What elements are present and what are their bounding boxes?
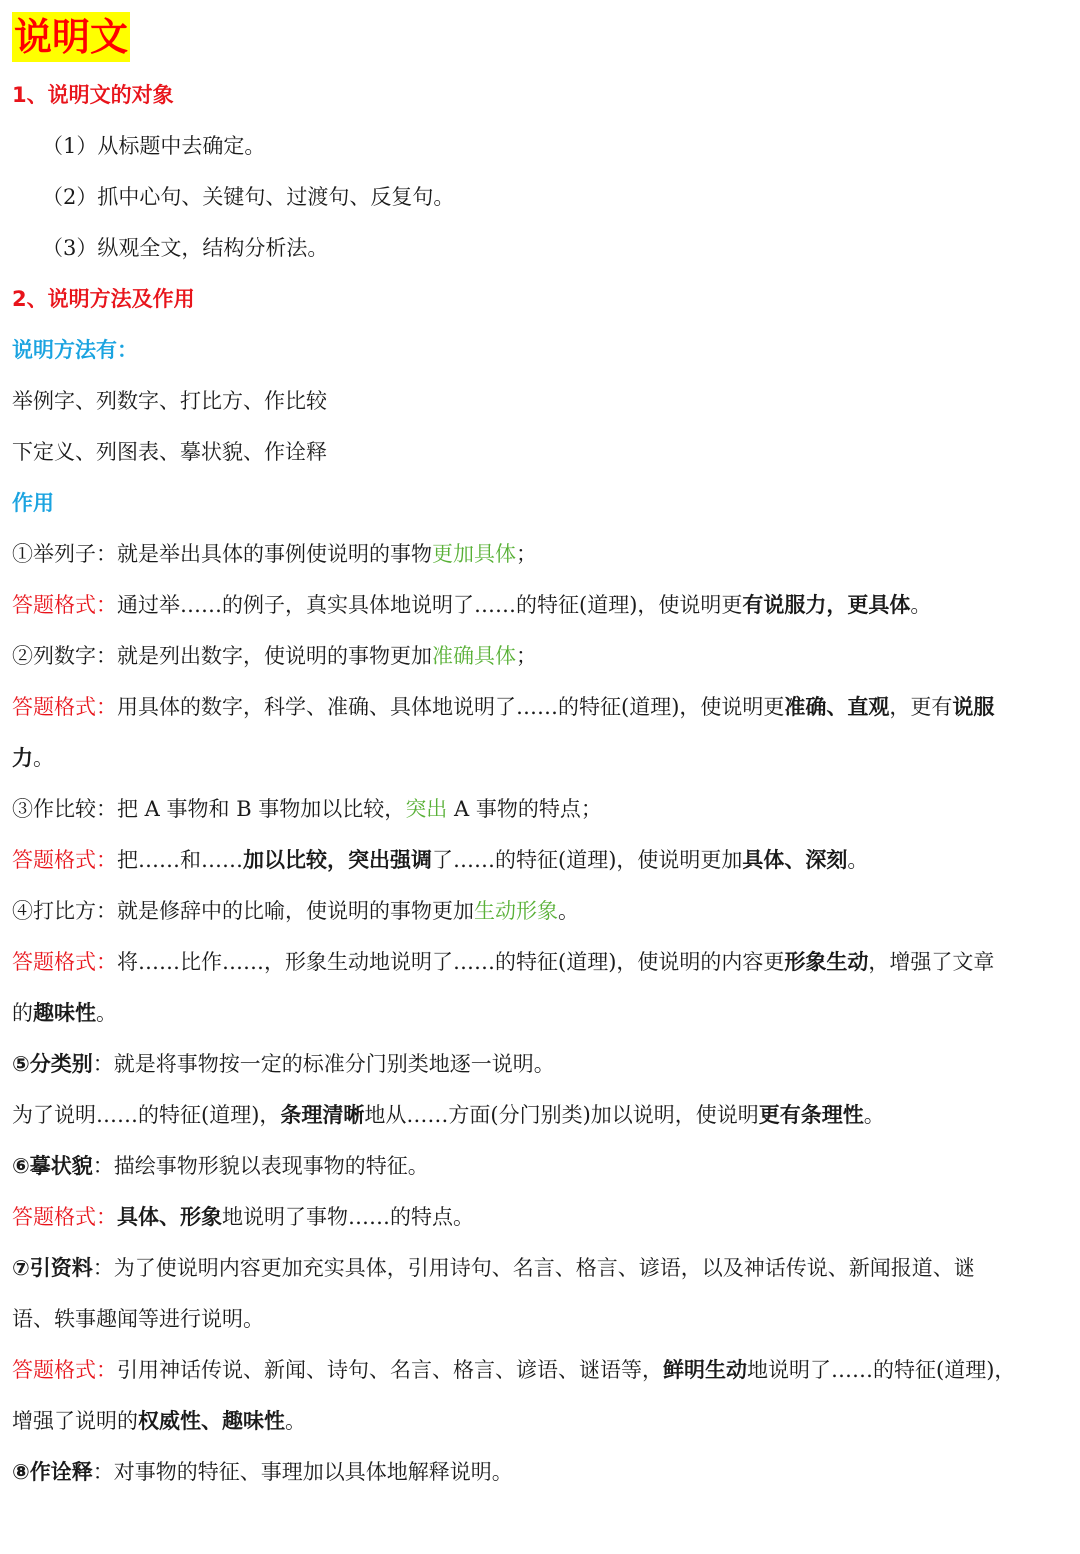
method-8-description bbox=[12, 1447, 1062, 1498]
method-2-format-bold-2: 说服 bbox=[952, 695, 995, 719]
method-6-format-text: 地说明了事物……的特点。 bbox=[222, 1205, 474, 1229]
method-3-end: A 事物的特点； bbox=[447, 797, 602, 821]
method-4-description bbox=[12, 886, 1062, 937]
method-1-highlight: 更加具体 bbox=[432, 542, 516, 566]
method-1-format-bold-1: 有说服力 bbox=[742, 593, 827, 617]
methods-heading: 说明方法有： bbox=[12, 338, 138, 362]
method-5-format-text: 为了说明……的特征(道理)， bbox=[12, 1103, 281, 1127]
method-7-format-cont: 增强了说明的 bbox=[12, 1409, 138, 1433]
method-1-description bbox=[12, 529, 1062, 580]
method-7-description bbox=[12, 1243, 1062, 1294]
method-2-format-text: 用具体的数字，科学、准确、具体地说明了……的特征(道理)，使说明更 bbox=[117, 695, 785, 719]
answer-format-label: 答题格式： bbox=[12, 695, 117, 719]
object-item-3: （3）纵观全文，结构分析法。 bbox=[42, 236, 329, 260]
method-5-description bbox=[12, 1039, 1062, 1090]
method-4-format-bold-1: 形象生动 bbox=[784, 950, 869, 974]
page-title: 说明文 bbox=[12, 12, 130, 62]
effect-heading: 作用 bbox=[12, 491, 54, 515]
method-7-format-bold-1: 鲜明生动 bbox=[663, 1358, 747, 1382]
method-4-answer-format-cont bbox=[12, 988, 1062, 1039]
method-3-format-text: 把……和…… bbox=[117, 848, 243, 872]
method-1-format-bold-2: 更具体 bbox=[847, 593, 911, 617]
method-8-text: ：对事物的特征、事理加以具体地解释说明。 bbox=[92, 1460, 513, 1484]
method-4-format-mid: ，增强了文章 bbox=[868, 950, 995, 974]
method-1-format-text: 通过举……的例子，真实具体地说明了……的特征(道理)，使说明更 bbox=[117, 593, 743, 617]
method-4-format-text: 将……比作……，形象生动地说明了……的特征(道理)，使说明的内容更 bbox=[117, 950, 785, 974]
method-7-text: ：为了使说明内容更加充实具体，引用诗句、名言、格言、谚语，以及神话传说、新闻报道、谜 bbox=[92, 1256, 975, 1280]
object-item-2: （2）抓中心句、关键句、过渡句、反复句。 bbox=[42, 185, 455, 209]
method-4-answer-format bbox=[12, 937, 1062, 988]
method-1-format-comma: ， bbox=[826, 593, 848, 617]
method-7-format-mid: 地说明了……的特征(道理)， bbox=[747, 1358, 1016, 1382]
methods-line-2: 下定义、列图表、摹状貌、作诠释 bbox=[12, 440, 327, 464]
method-1-answer-format bbox=[12, 580, 1062, 631]
method-5-format-mid: 地从……方面(分门别类)加以说明，使说明 bbox=[364, 1103, 759, 1127]
method-3-format-end: 。 bbox=[847, 848, 869, 872]
method-7-description-cont: 语、轶事趣闻等进行说明。 bbox=[12, 1307, 264, 1331]
answer-format-label: 答题格式： bbox=[12, 1358, 117, 1382]
method-8-name: ⑧作诠释 bbox=[12, 1460, 93, 1484]
method-2-description bbox=[12, 631, 1062, 682]
method-5-format-bold-1: 条理清晰 bbox=[280, 1103, 365, 1127]
method-1-text: ①举列子：就是举出具体的事例使说明的事物 bbox=[12, 542, 432, 566]
method-3-format-bold-1: 加以比较 bbox=[243, 848, 327, 872]
section-1-heading: 1、说明文的对象 bbox=[12, 83, 174, 107]
method-4-format-cont: 的 bbox=[12, 1001, 33, 1025]
method-2-format-mid: ，更有 bbox=[889, 695, 953, 719]
method-1-format-end: 。 bbox=[910, 593, 932, 617]
method-2-text: ②列数字：就是列出数字，使说明的事物更加 bbox=[12, 644, 432, 668]
method-6-answer-format bbox=[12, 1192, 1062, 1243]
method-5-text: ：就是将事物按一定的标准分门别类地逐一说明。 bbox=[92, 1052, 555, 1076]
method-5-name: ⑤分类别 bbox=[12, 1052, 93, 1076]
method-4-format-end: 。 bbox=[96, 1001, 117, 1025]
method-4-format-bold-2: 趣味性 bbox=[33, 1001, 96, 1025]
method-3-format-bold-2: 突出强调 bbox=[348, 848, 432, 872]
method-7-answer-format bbox=[12, 1345, 1062, 1396]
answer-format-label: 答题格式： bbox=[12, 848, 117, 872]
method-7-answer-format-cont bbox=[12, 1396, 1062, 1447]
method-5-answer-format bbox=[12, 1090, 1062, 1141]
method-2-answer-format bbox=[12, 682, 1062, 733]
method-6-text: ：描绘事物形貌以表现事物的特征。 bbox=[92, 1154, 429, 1178]
answer-format-label: 答题格式： bbox=[12, 593, 117, 617]
method-3-highlight: 突出 bbox=[405, 797, 448, 821]
method-3-format-comma: ， bbox=[327, 848, 348, 872]
answer-format-label: 答题格式： bbox=[12, 1205, 117, 1229]
method-6-format-bold-1: 具体、形象 bbox=[117, 1205, 222, 1229]
method-3-description bbox=[12, 784, 1062, 835]
method-4-text: ④打比方：就是修辞中的比喻，使说明的事物更加 bbox=[12, 899, 474, 923]
method-7-format-end: 。 bbox=[285, 1409, 306, 1433]
method-4-end: 。 bbox=[558, 899, 579, 923]
method-2-format-bold-1: 准确、直观 bbox=[784, 695, 890, 719]
method-7-format-text: 引用神话传说、新闻、诗句、名言、格言、谚语、谜语等， bbox=[117, 1358, 663, 1382]
method-2-highlight: 准确具体 bbox=[432, 644, 516, 668]
method-7-name: ⑦引资料 bbox=[12, 1256, 93, 1280]
method-5-format-bold-2: 更有条理性 bbox=[758, 1103, 864, 1127]
object-item-1: （1）从标题中去确定。 bbox=[42, 134, 266, 158]
method-1-end: ； bbox=[516, 542, 537, 566]
method-6-description bbox=[12, 1141, 1062, 1192]
method-4-highlight: 生动形象 bbox=[474, 899, 558, 923]
method-3-answer-format bbox=[12, 835, 1062, 886]
method-3-text: ③作比较：把 A 事物和 B 事物加以比较， bbox=[12, 797, 406, 821]
method-2-format-end: 。 bbox=[33, 746, 54, 770]
section-2-heading: 2、说明方法及作用 bbox=[12, 287, 195, 311]
methods-line-1: 举例字、列数字、打比方、作比较 bbox=[12, 389, 327, 413]
method-2-format-bold-cont: 力 bbox=[12, 746, 33, 770]
method-7-format-bold-2: 权威性、趣味性 bbox=[138, 1409, 285, 1433]
answer-format-label: 答题格式： bbox=[12, 950, 117, 974]
method-3-format-mid: 了……的特征(道理)，使说明更加 bbox=[432, 848, 743, 872]
method-2-answer-format-cont bbox=[12, 733, 1062, 784]
method-3-format-bold-3: 具体、深刻 bbox=[742, 848, 848, 872]
document-page bbox=[12, 12, 1062, 1498]
method-2-end: ； bbox=[516, 644, 537, 668]
method-6-name: ⑥摹状貌 bbox=[12, 1154, 93, 1178]
method-5-format-end: 。 bbox=[863, 1103, 885, 1127]
